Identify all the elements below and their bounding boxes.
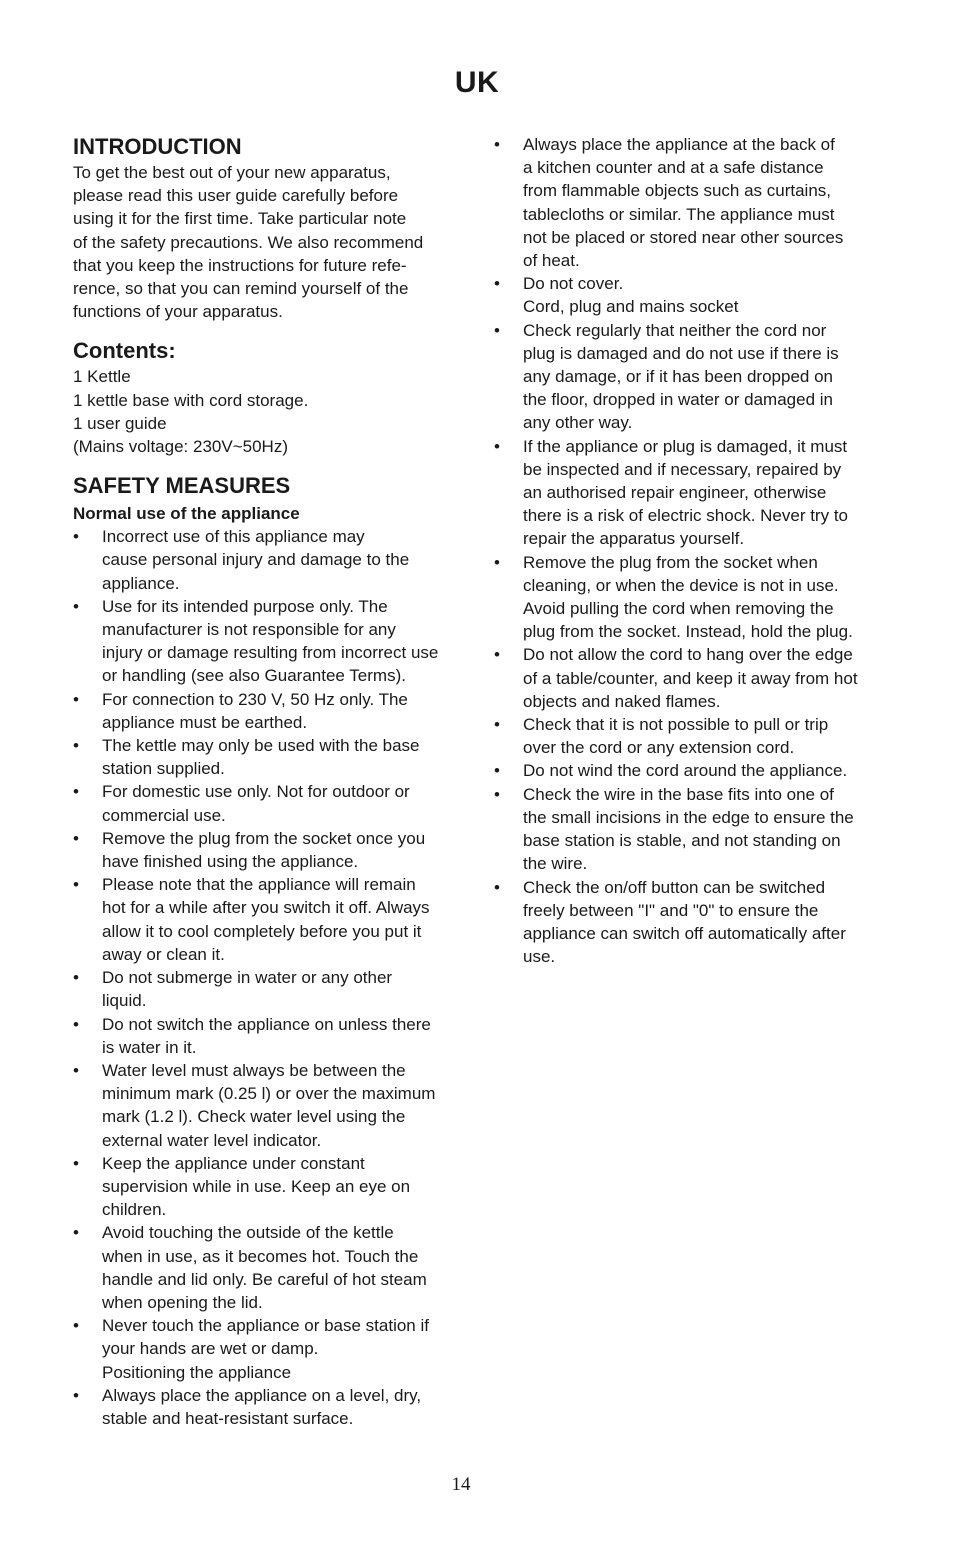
bullet-line: stable and heat-resistant surface. [102,1408,354,1428]
bullet-line: when in use, as it becomes hot. Touch the [102,1246,419,1266]
bullet-icon: • [73,1060,79,1080]
safety-subheading: Normal use of the appliance [73,504,300,524]
bullet-item [494,759,886,782]
positioning-bullet-list [73,1384,463,1430]
bullet-line: Check the on/off button can be switched [523,877,826,897]
bullet-line: of a table/counter, and keep it away from hot [523,668,858,688]
bullet-line: For connection to 230 V, 50 Hz only. The [102,689,408,709]
bullet-icon: • [73,689,79,709]
bullet-icon: • [73,828,79,848]
bullet-line: the small incisions in the edge to ensure the [523,807,854,827]
bullet-line: For domestic use only. Not for outdoor or [102,782,410,802]
bullet-line: your hands are wet or damp. [102,1339,319,1359]
bullet-item [494,783,886,876]
bullet-line: have finished using the appliance. [102,852,359,872]
bullet-item [73,966,463,1012]
bullet-line: liquid. [102,991,147,1011]
bullet-icon: • [494,645,500,665]
positioning-label: Positioning the appliance [102,1362,292,1382]
page-number: 14 [451,1474,471,1495]
bullet-icon: • [73,1316,79,1336]
bullet-icon: • [494,877,500,897]
bullet-line: hot for a while after you switch it off. Always [102,898,430,918]
bullet-item [494,133,886,272]
bullet-item [494,713,886,759]
bullet-icon: • [73,527,79,547]
bullet-icon: • [494,320,500,340]
right-column [494,133,886,968]
bullet-line: cleaning, or when the device is not in use. [523,575,839,595]
introduction-line: To get the best out of your new apparatus, [73,163,391,182]
bullet-item [73,1152,463,1222]
introduction-line: please read this user guide carefully before [73,186,399,206]
bullet-line: The kettle may only be used with the base [102,736,420,756]
bullet-line: Check the wire in the base fits into one of [523,784,834,804]
contents-line: (Mains voltage: 230V~50Hz) [73,437,288,457]
bullet-line: handle and lid only. Be careful of hot steam [102,1269,427,1289]
bullet-icon: • [494,552,500,572]
bullet-line: or handling (see also Guarantee Terms). [102,666,406,686]
bullet-line: supervision while in use. Keep an eye on [102,1176,411,1196]
bullet-icon: • [73,1014,79,1034]
bullet-item [73,1013,463,1059]
bullet-line: Check that it is not possible to pull or trip [523,715,829,735]
contents-line: 1 Kettle [73,367,131,387]
bullet-item [73,827,463,873]
bullet-line: away or clean it. [102,944,225,964]
bullet-item [73,1059,463,1152]
bullet-item [73,595,463,688]
safety-heading: SAFETY MEASURES [73,473,291,499]
bullet-icon: • [73,968,79,988]
contents-heading: Contents: [73,338,176,364]
bullet-line: appliance can switch off automatically after [523,923,846,943]
bullet-icon: • [494,715,500,735]
bullet-icon: • [73,875,79,895]
bullet-line: appliance must be earthed. [102,712,308,732]
bullet-line: Remove the plug from the socket when [523,552,818,572]
bullet-line: when opening the lid. [102,1292,263,1312]
bullet-line: external water level indicator. [102,1130,322,1150]
bullet-line: repair the apparatus yourself. [523,529,745,549]
bullet-line: Water level must always be between the [102,1060,406,1080]
bullet-line: over the cord or any extension cord. [523,738,795,758]
bullet-line: Do not cover. [523,274,624,294]
bullet-line: is water in it. [102,1037,197,1057]
bullet-icon: • [73,736,79,756]
bullet-item [73,780,463,826]
page-title: UK [454,66,500,99]
bullet-item [494,272,886,295]
bullet-line: Always place the appliance on a level, dry, [102,1385,422,1405]
bullet-line: allow it to cool completely before you put it [102,921,422,941]
bullet-item [73,1221,463,1314]
bullet-line: an authorised repair engineer, otherwise [523,483,827,503]
bullet-item [494,643,886,713]
bullet-icon: • [73,596,79,616]
safety-bullet-list-right-a [494,133,886,295]
bullet-line: plug is damaged and do not use if there is [523,343,839,363]
bullet-line: any other way. [523,413,633,433]
contents-list [73,365,463,458]
bullet-line: Use for its intended purpose only. The [102,596,388,616]
bullet-line: of heat. [523,251,580,271]
bullet-icon: • [73,1153,79,1173]
bullet-line: If the appliance or plug is damaged, it must [523,436,848,456]
bullet-item [494,319,886,435]
bullet-line: manufacturer is not responsible for any [102,620,396,640]
bullet-line: tablecloths or similar. The appliance must [523,204,835,224]
bullet-icon: • [73,1223,79,1243]
bullet-item [494,876,886,969]
bullet-icon: • [494,436,500,456]
bullet-line: commercial use. [102,805,226,825]
bullet-line: objects and naked flames. [523,691,721,711]
bullet-line: freely between "I" and "0" to ensure the [523,900,819,920]
bullet-line: Avoid pulling the cord when removing the [523,599,834,619]
introduction-text [73,161,463,323]
bullet-line: from flammable objects such as curtains, [523,181,832,201]
bullet-item [494,435,886,551]
bullet-line: station supplied. [102,759,225,779]
bullet-icon: • [73,1385,79,1405]
contents-line: 1 kettle base with cord storage. [73,390,309,410]
introduction-line: using it for the first time. Take particular note [73,209,407,229]
bullet-icon: • [494,135,500,154]
bullet-line: mark (1.2 l). Check water level using the [102,1107,406,1127]
left-column [73,133,463,1430]
bullet-line: base station is stable, and not standing on [523,831,841,851]
bullet-line: the floor, dropped in water or damaged in [523,390,833,410]
bullet-line: Do not wind the cord around the appliance. [523,761,848,781]
safety-bullet-list-left [73,525,463,1360]
bullet-line: children. [102,1200,167,1220]
bullet-line: be inspected and if necessary, repaired by [523,459,842,479]
introduction-line: functions of your apparatus. [73,302,283,322]
introduction-line: of the safety precautions. We also recommend [73,232,424,252]
contents-line: 1 user guide [73,413,167,433]
introduction-heading: INTRODUCTION [73,134,242,159]
bullet-line: Please note that the appliance will remain [102,875,416,895]
bullet-line: Never touch the appliance or base station if [102,1316,429,1336]
bullet-line: Check regularly that neither the cord nor [523,320,827,340]
introduction-line: that you keep the instructions for future refe- [73,255,407,275]
bullet-icon: • [73,782,79,802]
bullet-item [73,1384,463,1430]
bullet-line: not be placed or stored near other sources [523,227,844,247]
bullet-line: Do not switch the appliance on unless there [102,1014,431,1034]
cord-label: Cord, plug and mains socket [523,297,739,317]
bullet-line: Incorrect use of this appliance may [102,527,365,547]
bullet-item [494,551,886,644]
bullet-line: cause personal injury and damage to the [102,550,410,570]
bullet-line: injury or damage resulting from incorrect use [102,643,439,663]
bullet-line: Always place the appliance at the back of [523,135,835,154]
bullet-line: a kitchen counter and at a safe distance [523,158,824,178]
bullet-icon: • [494,784,500,804]
bullet-line: Keep the appliance under constant [102,1153,365,1173]
bullet-item [73,734,463,780]
introduction-line: rence, so that you can remind yourself of the [73,279,409,299]
bullet-item [73,873,463,966]
bullet-line: Avoid touching the outside of the kettle [102,1223,394,1243]
bullet-line: Do not submerge in water or any other [102,968,393,988]
bullet-line: the wire. [523,854,588,874]
bullet-line: Do not allow the cord to hang over the edge [523,645,853,665]
bullet-item [73,688,463,734]
bullet-line: plug from the socket. Instead, hold the plug. [523,622,853,642]
bullet-item [73,1314,463,1360]
bullet-icon: • [494,761,500,781]
bullet-line: use. [523,947,556,967]
bullet-line: there is a risk of electric shock. Never try to [523,506,848,526]
bullet-line: appliance. [102,573,180,593]
bullet-line: minimum mark (0.25 l) or over the maximum [102,1084,436,1104]
bullet-line: Remove the plug from the socket once you [102,828,426,848]
safety-bullet-list-right-b [494,319,886,969]
bullet-item [73,525,463,595]
bullet-icon: • [494,274,500,294]
bullet-line: any damage, or if it has been dropped on [523,367,833,387]
